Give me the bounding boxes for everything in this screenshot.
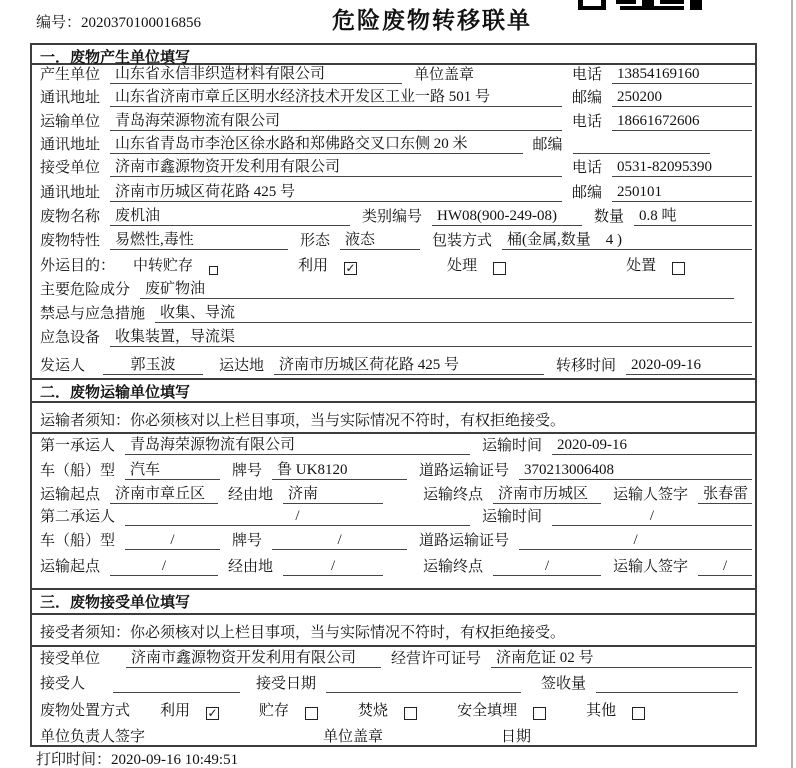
transport-zip-label: 邮编 <box>532 137 563 153</box>
disposal-reuse-label: 利用 <box>160 703 191 719</box>
serial-label: 编号： <box>36 15 82 31</box>
responsible-sign-label: 单位负责人签字 <box>40 729 146 745</box>
receiver-unit-label: 接受单位 <box>40 160 101 176</box>
route1-via-label: 经由地 <box>228 487 274 503</box>
plate2-label: 牌号 <box>232 533 263 549</box>
license-label: 经营许可证号 <box>391 651 482 667</box>
route1-sign-label: 运输人签字 <box>613 487 689 503</box>
disposal-burn-label: 焚烧 <box>358 703 389 719</box>
transfer-purpose-label: 外运目的： <box>40 258 116 274</box>
packing-label: 包装方式 <box>432 233 493 249</box>
vehicle1-type-value: 汽车 <box>125 458 220 480</box>
category-code-label: 类别编号 <box>362 209 423 225</box>
serial-number-line <box>36 11 201 32</box>
row-transfer-purpose <box>32 253 755 278</box>
producer-phone-value: 13854169160 <box>612 66 752 84</box>
section2-header: 二．废物运输单位填写 <box>32 378 755 403</box>
first-carrier-label: 第一承运人 <box>40 438 116 454</box>
row-receiver-unit <box>32 157 755 180</box>
row-hazard-component <box>32 278 755 302</box>
first-carrier-value: 青岛海荣源物流有限公司 <box>125 433 470 455</box>
route2-end-label: 运输终点 <box>423 559 484 575</box>
receiver-zip-value: 250101 <box>612 184 752 202</box>
row-vehicle2 <box>32 529 755 553</box>
transport-unit-label: 运输单位 <box>40 114 101 130</box>
destination-label: 运达地 <box>219 358 265 374</box>
producer-unit-value: 山东省永信非织造材料有限公司 <box>110 62 402 84</box>
route1-end-label: 运输终点 <box>423 487 484 503</box>
accept-date-label: 接受日期 <box>256 676 317 692</box>
transport-time2-value: / <box>552 508 752 526</box>
disposal-other-label: 其他 <box>586 703 617 719</box>
row-first-carrier <box>32 434 755 458</box>
row-vehicle1 <box>32 458 755 483</box>
row-producer-unit <box>32 65 755 87</box>
disposal-method-label: 废物处置方式 <box>40 703 131 719</box>
waste-traits-label: 废物特性 <box>40 233 101 249</box>
transport-time2-label: 运输时间 <box>482 509 543 525</box>
unit-seal-label: 单位盖章 <box>414 67 475 83</box>
purpose-treat-checkbox <box>493 262 506 275</box>
hazard-component-label: 主要危险成分 <box>40 282 131 298</box>
producer-zip-label: 邮编 <box>572 90 603 106</box>
plate1-value: 鲁 UK8120 <box>272 458 407 480</box>
row-shipper <box>32 350 755 378</box>
page-edge-line <box>791 0 793 768</box>
emergency-measures-label: 禁忌与应急措施 <box>40 306 146 322</box>
waste-name-value: 废机油 <box>110 204 350 226</box>
sign-date-label: 日期 <box>501 729 532 745</box>
receipt-qty-value <box>596 676 738 693</box>
route2-end-value: / <box>493 558 601 576</box>
road-permit1-label: 道路运输证号 <box>419 463 510 479</box>
row-producer-address <box>32 87 755 110</box>
purpose-reuse-checkbox <box>344 262 357 275</box>
license-value: 济南危证 02 号 <box>491 646 752 668</box>
section3-header: 三．废物接受单位填写 <box>32 588 755 615</box>
hazard-component-value: 废矿物油 <box>140 277 734 299</box>
route2-via-value: / <box>283 558 383 576</box>
form-state-label: 形态 <box>300 233 331 249</box>
transfer-time-label: 转移时间 <box>556 358 617 374</box>
receipt-qty-label: 签收量 <box>541 676 587 692</box>
qr-code-icon <box>578 0 702 11</box>
receiver-unit-value: 济南市鑫源物资开发利用有限公司 <box>110 155 562 177</box>
quantity-value: 0.8 吨 <box>634 204 752 226</box>
second-carrier-value: / <box>125 508 470 526</box>
purpose-storage-label: 中转贮存 <box>133 258 194 274</box>
transfer-time-value: 2020-09-16 <box>626 357 752 375</box>
accept-person-label: 接受人 <box>40 676 86 692</box>
waste-name-label: 废物名称 <box>40 209 101 225</box>
row-waste-name <box>32 205 755 229</box>
accept-person-value <box>113 676 240 693</box>
route2-sign-value: / <box>698 558 752 576</box>
row-emergency-equipment <box>32 326 755 350</box>
shipper-value: 郭玉波 <box>103 353 203 375</box>
receiver-address-value: 济南市历城区荷花路 425 号 <box>110 180 562 202</box>
section1-header: 一．废物产生单位填写 <box>32 45 755 65</box>
waste-traits-value: 易燃性,毒性 <box>110 228 288 250</box>
producer-address-label: 通讯地址 <box>40 90 101 106</box>
route1-start-value: 济南市章丘区 <box>110 482 218 504</box>
row-disposal-method <box>32 696 755 723</box>
transporter-notice: 运输者须知：你必须核对以上栏目事项，当与实际情况不符时，有权拒绝接受。 <box>32 403 755 434</box>
disposal-store-checkbox <box>305 707 318 720</box>
category-code-value: HW08(900-249-08) <box>432 208 582 226</box>
transport-phone-value: 18661672606 <box>612 113 752 131</box>
purpose-treat-label: 处理 <box>447 258 478 274</box>
plate2-value: / <box>272 532 407 550</box>
emergency-equipment-value: 收集装置，导流渠 <box>110 325 752 347</box>
disposal-landfill-checkbox <box>533 707 546 720</box>
check-mark-icon: ✓ <box>345 261 356 275</box>
route1-end-value: 济南市历城区 <box>493 482 601 504</box>
emergency-measures-value: 收集、导流 <box>155 301 752 323</box>
shipper-label: 发运人 <box>40 358 86 374</box>
sign-date-value <box>541 729 752 746</box>
form-state-value: 液态 <box>340 228 420 250</box>
transport-address-value: 山东省青岛市李沧区徐水路和郑佛路交叉口东侧 20 米 <box>110 132 522 154</box>
road-permit1-value: 370213006408 <box>519 462 752 480</box>
destination-value: 济南市历城区荷花路 425 号 <box>274 353 544 375</box>
disposal-other-checkbox <box>632 707 645 720</box>
plate1-label: 牌号 <box>232 463 263 479</box>
check-mark-icon: ✓ <box>207 706 218 720</box>
unit-seal2-label: 单位盖章 <box>323 729 384 745</box>
route2-sign-label: 运输人签字 <box>613 559 689 575</box>
serial-value: 2020370100016856 <box>81 15 202 31</box>
route1-start-label: 运输起点 <box>40 487 101 503</box>
transport-unit-value: 青岛海荣源物流有限公司 <box>110 109 562 131</box>
quantity-label: 数量 <box>594 209 625 225</box>
responsible-sign-value <box>195 729 313 746</box>
accept-date-value <box>326 676 521 693</box>
receiver-zip-label: 邮编 <box>572 185 603 201</box>
transport-phone-label: 电话 <box>572 114 603 130</box>
row-receiver-address <box>32 180 755 205</box>
producer-zip-value: 250200 <box>612 89 752 107</box>
purpose-storage-checkbox <box>209 266 218 275</box>
row-waste-traits <box>32 229 755 253</box>
row-accept-person <box>32 671 755 696</box>
transport-time1-label: 运输时间 <box>482 438 543 454</box>
route1-via-value: 济南 <box>283 482 383 504</box>
accept-unit-value: 济南市鑫源物资开发利用有限公司 <box>126 646 381 668</box>
route2-start-label: 运输起点 <box>40 559 101 575</box>
disposal-reuse-checkbox <box>206 707 219 720</box>
transport-zip-value <box>573 137 710 154</box>
route2-via-label: 经由地 <box>228 559 274 575</box>
producer-phone-label: 电话 <box>572 67 603 83</box>
disposal-burn-checkbox <box>404 707 417 720</box>
vehicle2-type-label: 车（船）型 <box>40 533 116 549</box>
row-transport-unit <box>32 110 755 134</box>
transport-address-label: 通讯地址 <box>40 137 101 153</box>
packing-value: 桶(金属,数量 4 ) <box>502 228 752 250</box>
row-transport-address <box>32 134 755 157</box>
receiver-phone-value: 0531-82095390 <box>612 159 752 177</box>
receiver-phone-label: 电话 <box>572 160 603 176</box>
emergency-equipment-label: 应急设备 <box>40 330 101 346</box>
disposal-landfill-label: 安全填埋 <box>457 703 518 719</box>
road-permit2-label: 道路运输证号 <box>419 533 510 549</box>
receiver-notice: 接受者须知：你必须核对以上栏目事项，当与实际情况不符时，有权拒绝接受。 <box>32 615 755 647</box>
purpose-reuse-label: 利用 <box>298 258 329 274</box>
route1-sign-value: 张春雷 <box>698 482 752 504</box>
producer-address-value: 山东省济南市章丘区明水经济技术开发区工业一路 501 号 <box>110 85 562 107</box>
route2-start-value: / <box>110 558 218 576</box>
vehicle1-type-label: 车（船）型 <box>40 463 116 479</box>
page-title: 危险废物转移联单 <box>332 7 532 33</box>
disposal-store-label: 贮存 <box>259 703 290 719</box>
row-second-carrier <box>32 507 755 529</box>
print-timestamp: 打印时间：2020-09-16 10:49:51 <box>36 752 239 768</box>
row-responsible-sign <box>32 723 755 747</box>
row-accept-unit <box>32 647 755 671</box>
receiver-address-label: 通讯地址 <box>40 185 101 201</box>
row-route1 <box>32 483 755 507</box>
transport-time1-value: 2020-09-16 <box>552 437 752 455</box>
purpose-dispose-checkbox <box>672 262 685 275</box>
row-emergency-measures <box>32 302 755 326</box>
second-carrier-label: 第二承运人 <box>40 509 116 525</box>
producer-unit-label: 产生单位 <box>40 67 101 83</box>
manifest-form <box>30 43 757 747</box>
road-permit2-value: / <box>519 532 752 550</box>
vehicle2-type-value: / <box>125 532 220 550</box>
purpose-dispose-label: 处置 <box>626 258 657 274</box>
row-route2 <box>32 553 755 588</box>
accept-unit-label: 接受单位 <box>40 651 101 667</box>
